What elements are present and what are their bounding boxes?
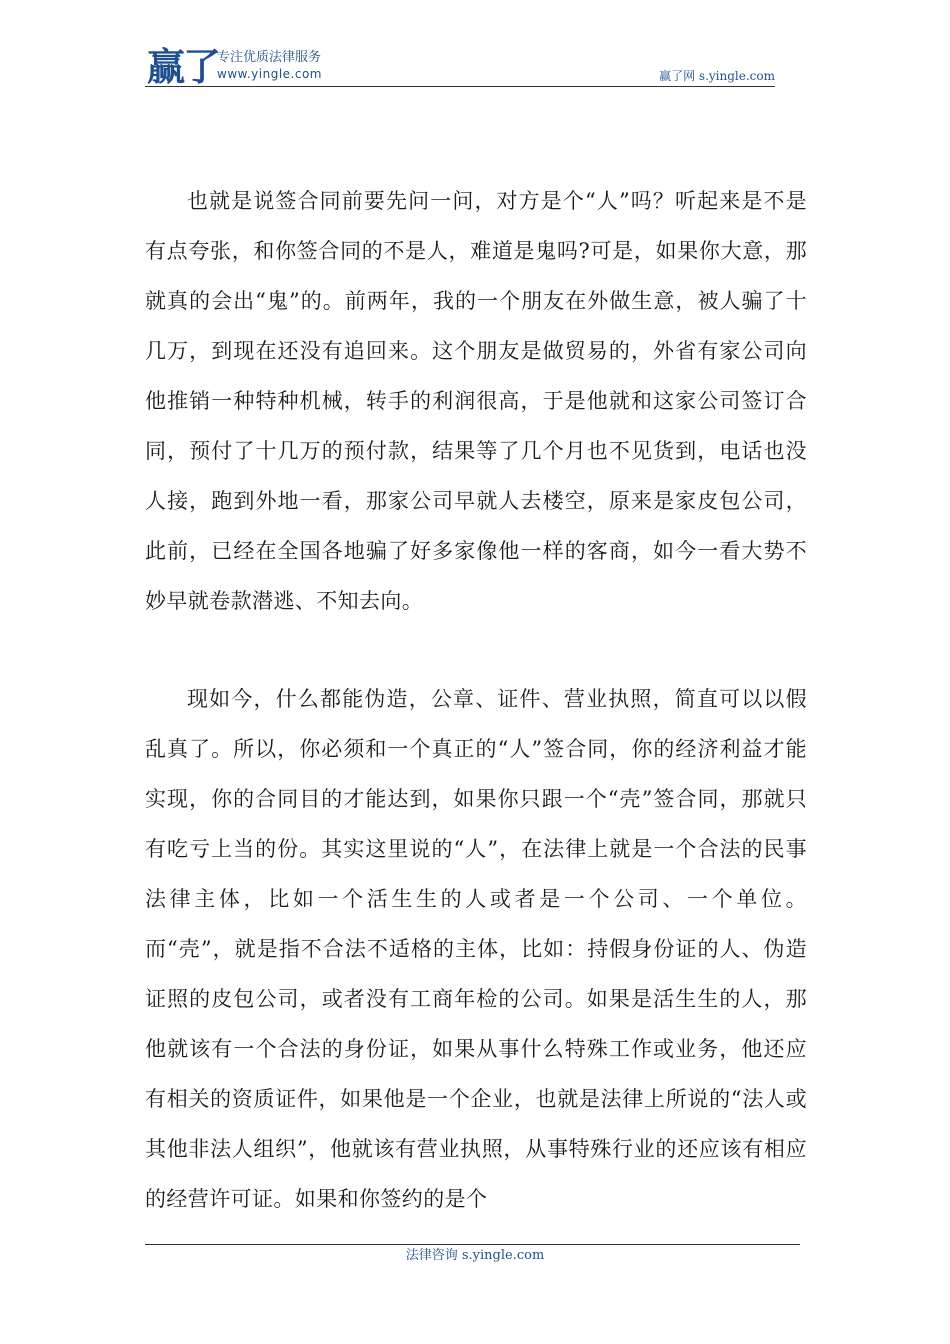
paragraph-1: 也就是说签合同前要先问一问，对方是个“人”吗？听起来是不是有点夸张，和你签合同的不是人，难道是鬼吗?可是，如果你大意，那就真的会出“鬼”的。前两年，我的一个朋友在外做生意，被人骗了十几万，到现在还没有追回来。这个朋友是做贸易的，外省有家公司向他推销一种特种机械，转手的利润很高，于是他就和这家公司签订合同，预付了十几万的预付款，结果等了几个月也不见货到，电话也没人接，跑到外地一看，那家公司早就人去楼空，原来是家皮包公司，此前，已经在全国各地骗了好多家像他一样的客商，如今一看大势不妙早就卷款潜逃、不知去向。 [145, 189, 807, 613]
logo-url[interactable]: www.yingle.com [217, 67, 322, 81]
footer-divider [145, 1244, 800, 1245]
site-logo[interactable]: 赢了 [147, 45, 220, 89]
header-site-link[interactable]: 赢了网 s.yingle.com [659, 69, 775, 83]
page-header [145, 40, 775, 88]
paragraph-2: 现如今，什么都能伪造，公章、证件、营业执照，简直可以以假乱真了。所以，你必须和一个真正的“人”签合同，你的经济利益才能实现，你的合同目的才能达到，如果你只跟一个“壳”签合同，那就只有吃亏上当的份。其实这里说的“人”，在法律上就是一个合法的民事法律主体，比如一个活生生的人或者是一个公司、一个单位。而“壳”，就是指不合法不适格的主体，比如：持假身份证的人、伪造证照的皮包公司，或者没有工商年检的公司。如果是活生生的人，那他就该有一个合法的身份证，如果从事什么特殊工作或业务，他还应有相关的资质证件，如果他是一个企业，也就是法律上所说的“法人或其他非法人组织”，他就该有营业执照，从事特殊行业的还应该有相应的经营许可证。如果和你签约的是个 [145, 687, 807, 1211]
footer-link[interactable]: 法律咨询 s.yingle.com [405, 1248, 545, 1263]
document-body [145, 176, 807, 1272]
header-divider [145, 86, 775, 87]
logo-tagline: 专注优质法律服务 [217, 50, 322, 65]
